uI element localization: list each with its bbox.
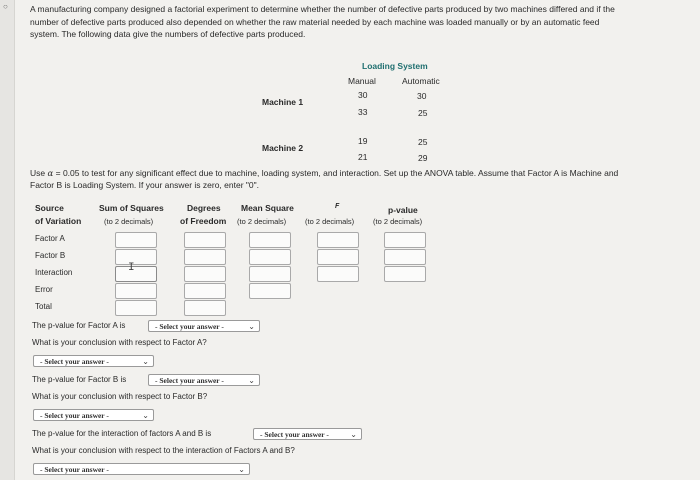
interaction-df-input[interactable] xyxy=(184,266,226,282)
anova-header-ms: Mean Square xyxy=(241,203,294,213)
p-value-factor-b-label: The p-value for Factor B is xyxy=(32,375,127,384)
factor-b-f-input[interactable] xyxy=(317,249,359,265)
intro-line-1: A manufacturing company designed a factorial experiment to determine whether the number of defective parts produced by two machines differed and if the xyxy=(30,4,615,14)
error-df-input[interactable] xyxy=(184,283,226,299)
col-header-automatic: Automatic xyxy=(402,76,440,86)
anova-header-p-sub: (to 2 decimals) xyxy=(373,217,423,226)
row-label-factor-a: Factor A xyxy=(35,234,65,243)
chevron-down-icon: ⌄ xyxy=(142,357,149,366)
factor-a-ms-input[interactable] xyxy=(249,232,291,248)
anova-header-f-sub: (to 2 decimals) xyxy=(305,217,355,226)
machine-2-label: Machine 2 xyxy=(262,143,304,153)
cell-m1-manual-1: 30 xyxy=(358,90,368,100)
row-label-interaction: Interaction xyxy=(35,268,73,277)
instructions-use: Use xyxy=(30,168,46,178)
row-label-error: Error xyxy=(35,285,53,294)
error-ms-input[interactable] xyxy=(249,283,291,299)
anova-header-df-sub: of Freedom xyxy=(180,216,227,226)
instructions-line-2: Factor B is Loading System. If your answer is zero, enter "0". xyxy=(30,180,260,190)
p-value-interaction-label: The p-value for the interaction of factors A and B is xyxy=(32,429,212,438)
instructions-line-1 xyxy=(30,168,618,179)
anova-header-df: Degrees xyxy=(187,203,221,213)
chevron-down-icon: ⌄ xyxy=(142,411,149,420)
anova-header-f: F xyxy=(335,203,340,210)
conclusion-factor-b-label: What is your conclusion with respect to Factor B? xyxy=(32,392,208,401)
interaction-ms-input[interactable] xyxy=(249,266,291,282)
factor-b-p-input[interactable] xyxy=(384,249,426,265)
loading-system-title: Loading System xyxy=(362,61,428,71)
chevron-down-icon: ⌄ xyxy=(238,465,245,474)
col-header-manual: Manual xyxy=(348,76,376,86)
conclusion-interaction-select-text: - Select your answer - xyxy=(40,465,109,474)
p-value-factor-a-select[interactable] xyxy=(148,320,260,332)
intro-line-3: system. The following data give the numbers of defective parts produced. xyxy=(30,29,306,39)
anova-header-source: Source xyxy=(35,203,64,213)
anova-header-p: p-value xyxy=(388,205,418,215)
p-value-factor-b-select-text: - Select your answer - xyxy=(155,376,224,385)
interaction-f-input[interactable] xyxy=(317,266,359,282)
intro-line-2: number of defective parts produced also depended on whether the raw material needed by each machine was loaded manually or by an automatic feed xyxy=(30,16,600,27)
factor-a-p-input[interactable] xyxy=(384,232,426,248)
anova-header-ms-sub: (to 2 decimals) xyxy=(237,217,287,226)
p-value-interaction-select-text: - Select your answer - xyxy=(260,430,329,439)
conclusion-factor-a-label: What is your conclusion with respect to Factor A? xyxy=(32,338,207,347)
total-ss-input[interactable] xyxy=(115,300,157,316)
bullet-icon: ○ xyxy=(3,2,8,11)
problem-intro xyxy=(30,3,690,41)
cell-m2-automatic-2: 29 xyxy=(418,153,428,163)
conclusion-interaction-label: What is your conclusion with respect to the interaction of Factors A and B? xyxy=(32,446,295,455)
chevron-down-icon: ⌄ xyxy=(248,322,255,331)
conclusion-factor-b-select-text: - Select your answer - xyxy=(40,411,109,420)
p-value-factor-b-select[interactable] xyxy=(148,374,260,386)
interaction-p-input[interactable] xyxy=(384,266,426,282)
factor-b-df-input[interactable] xyxy=(184,249,226,265)
conclusion-factor-a-select-text: - Select your answer - xyxy=(40,357,109,366)
error-ss-input[interactable] xyxy=(115,283,157,299)
factor-a-df-input[interactable] xyxy=(184,232,226,248)
conclusion-factor-b-select[interactable] xyxy=(33,409,154,421)
factor-a-f-input[interactable] xyxy=(317,232,359,248)
cell-m2-manual-1: 19 xyxy=(358,136,368,146)
p-value-factor-a-label: The p-value for Factor A is xyxy=(32,321,126,330)
left-margin-bar xyxy=(0,0,15,480)
conclusion-interaction-select[interactable] xyxy=(33,463,250,475)
p-value-interaction-select[interactable] xyxy=(253,428,362,440)
factor-b-ms-input[interactable] xyxy=(249,249,291,265)
interaction-ss-input[interactable] xyxy=(115,266,157,282)
factor-b-ss-input[interactable] xyxy=(115,249,157,265)
cell-m1-automatic-1: 30 xyxy=(417,91,427,101)
p-value-factor-a-select-text: - Select your answer - xyxy=(155,322,224,331)
cell-m2-manual-2: 21 xyxy=(358,152,368,162)
anova-header-ss: Sum of Squares xyxy=(99,203,164,213)
text-cursor-icon: I xyxy=(128,262,135,274)
instructions-alpha-text: = 0.05 to test for any significant effect due to machine, loading system, and interaction. Set up the ANOVA table. Assume that Factor A is Machine and xyxy=(55,168,619,178)
cell-m2-automatic-1: 25 xyxy=(418,137,428,147)
cell-m1-automatic-2: 25 xyxy=(418,108,428,118)
chevron-down-icon: ⌄ xyxy=(248,376,255,385)
row-label-total: Total xyxy=(35,302,52,311)
alpha-symbol: α xyxy=(47,169,54,179)
anova-header-ss-sub: (to 2 decimals) xyxy=(104,217,154,226)
factor-a-ss-input[interactable] xyxy=(115,232,157,248)
machine-1-label: Machine 1 xyxy=(262,97,304,107)
total-df-input[interactable] xyxy=(184,300,226,316)
row-label-factor-b: Factor B xyxy=(35,251,66,260)
anova-header-variation: of Variation xyxy=(35,216,82,226)
chevron-down-icon: ⌄ xyxy=(350,430,357,439)
conclusion-factor-a-select[interactable] xyxy=(33,355,154,367)
cell-m1-manual-2: 33 xyxy=(358,107,368,117)
